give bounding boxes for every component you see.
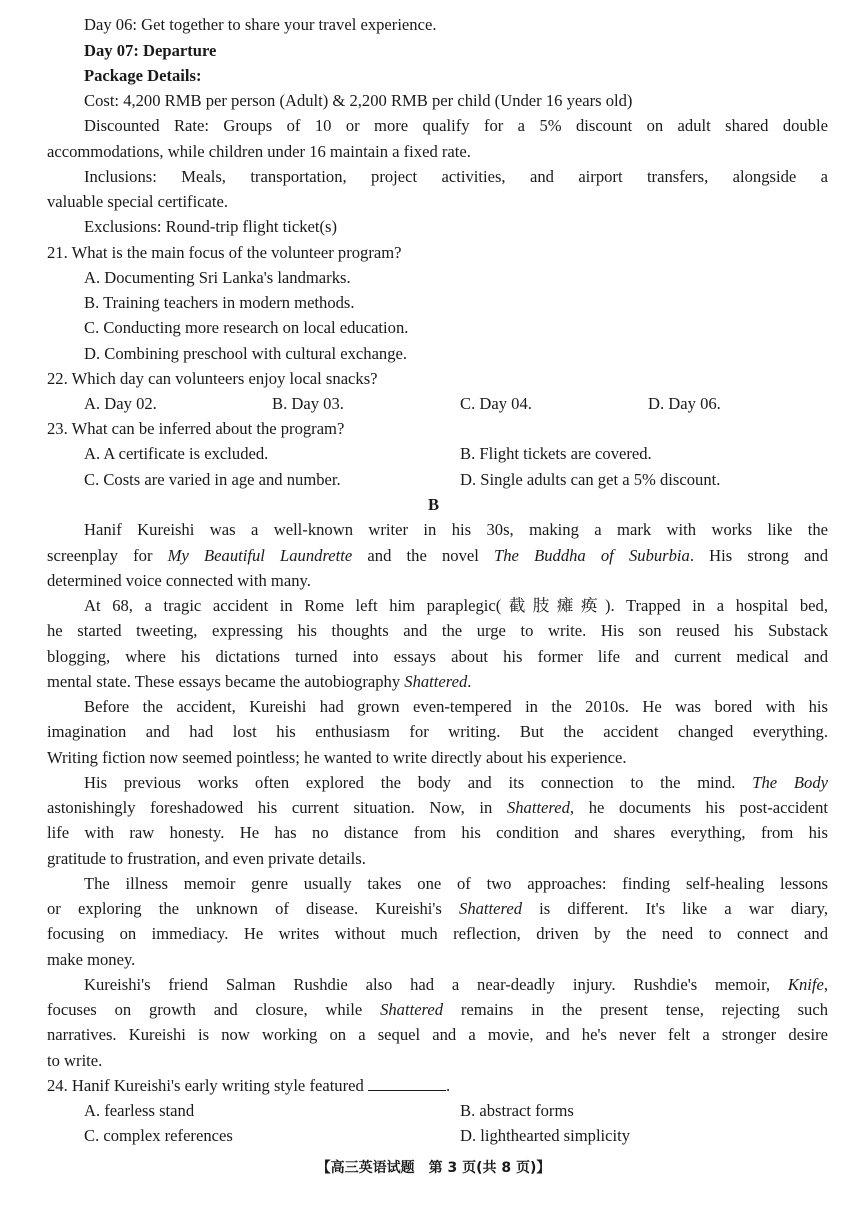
package-discount-line-1: Discounted Rate: Groups of 10 or more qualify for a 5% discount on adult shared double: [84, 116, 828, 135]
question-22-option-a: A. Day 02.: [84, 394, 157, 413]
answer-blank: [368, 1076, 446, 1091]
passage-p4-line-3: life with raw honesty. He has no distance from his condition and shares everything, from his: [47, 823, 828, 842]
question-21-option-c: C. Conducting more research on local education.: [84, 318, 409, 337]
question-23-option-c: C. Costs are varied in age and number.: [84, 470, 341, 489]
passage-p1-line-1: Hanif Kureishi was a well-known writer in his 30s, making a mark with works like the: [84, 520, 828, 539]
passage-p5-line-3: focusing on immediacy. He writes without much reflection, driven by the need to connect and: [47, 924, 828, 943]
question-24-option-c: C. complex references: [84, 1126, 233, 1145]
question-23-option-a: A. A certificate is excluded.: [84, 444, 269, 463]
passage-p6-line-2: focuses on growth and closure, while Shattered remains in the present tense, rejecting such: [47, 1000, 829, 1019]
question-22-option-b: B. Day 03.: [272, 394, 344, 413]
passage-p3-line-1: Before the accident, Kureishi had grown even-tempered in the 2010s. He was bored with his: [84, 697, 828, 716]
title-the-body: The Body: [752, 773, 828, 792]
passage-p4-line-4: gratitude to frustration, and even private details.: [47, 849, 366, 868]
passage-p6-line-1: Kureishi's friend Salman Rushdie also had a near-deadly injury. Rushdie's memoir, Knife,: [84, 975, 828, 994]
page-footer: 【高三英语试题 第 3 页(共 8 页)】: [316, 1160, 551, 1176]
question-24-option-d: D. lighthearted simplicity: [460, 1126, 631, 1145]
title-buddha-of-suburbia: The Buddha of Suburbia: [494, 546, 690, 565]
section-b-heading: B: [427, 495, 440, 514]
question-24-option-a: A. fearless stand: [84, 1101, 195, 1120]
question-21-option-a: A. Documenting Sri Lanka's landmarks.: [84, 268, 351, 287]
passage-p3-line-2: imagination and had lost his enthusiasm for writing. But the accident changed everything.: [47, 722, 828, 741]
passage-p5-line-4: make money.: [47, 950, 136, 969]
question-23-option-b: B. Flight tickets are covered.: [460, 444, 652, 463]
package-discount-line-2: accommodations, while children under 16 maintain a fixed rate.: [47, 142, 471, 161]
package-inclusions-line-1: Inclusions: Meals, transportation, project activities, and airport transfers, alongside a: [84, 167, 828, 186]
title-shattered: Shattered: [459, 899, 523, 918]
question-24-option-b: B. abstract forms: [460, 1101, 574, 1120]
passage-p2-line-1: At 68, a tragic accident in Rome left him paraplegic(截肢瘫痪). Trapped in a hospital bed,: [84, 596, 828, 615]
question-21-stem: 21. What is the main focus of the volunteer program?: [47, 243, 402, 262]
package-cost: Cost: 4,200 RMB per person (Adult) & 2,200 RMB per child (Under 16 years old): [84, 91, 633, 110]
question-23-option-d: D. Single adults can get a 5% discount.: [460, 470, 721, 489]
question-21-option-d: D. Combining preschool with cultural exchange.: [84, 344, 408, 363]
title-knife: Knife: [787, 975, 824, 994]
passage-p6-line-4: to write.: [47, 1051, 103, 1070]
passage-p2-line-2: he started tweeting, expressing his thoughts and the urge to write. His son reused his Substack: [47, 621, 828, 640]
package-inclusions-line-2: valuable special certificate.: [47, 192, 229, 211]
title-shattered: Shattered: [506, 798, 570, 817]
itinerary-day-06: Day 06: Get together to share your travel experience.: [84, 15, 437, 34]
passage-p5-line-2: or exploring the unknown of disease. Kureishi's Shattered is different. It's like a war diary,: [47, 899, 829, 918]
passage-p6-line-3: narratives. Kureishi is now working on a sequel and a movie, and he's never felt a stronger desire: [47, 1025, 828, 1044]
question-22-option-c: C. Day 04.: [460, 394, 532, 413]
passage-p1-line-2: screenplay for My Beautiful Laundrette and the novel The Buddha of Suburbia. His strong and: [47, 546, 828, 565]
passage-p5-line-1: The illness memoir genre usually takes one of two approaches: finding self-healing lessons: [84, 874, 828, 893]
title-shattered: Shattered: [404, 672, 468, 691]
package-exclusions: Exclusions: Round-trip flight ticket(s): [84, 217, 338, 236]
title-shattered: Shattered: [380, 1000, 444, 1019]
question-24-stem: 24. Hanif Kureishi's early writing style featured .: [47, 1076, 451, 1095]
passage-p4-line-2: astonishingly foreshadowed his current situation. Now, in Shattered, he documents his post-accident: [47, 798, 829, 817]
question-22-option-d: D. Day 06.: [648, 394, 721, 413]
itinerary-day-07: Day 07: Departure: [84, 41, 217, 60]
passage-p2-line-3: blogging, where his dictations turned into essays about his former life and current medical and: [47, 647, 828, 666]
question-21-option-b: B. Training teachers in modern methods.: [84, 293, 355, 312]
question-23-stem: 23. What can be inferred about the program?: [47, 419, 345, 438]
passage-p1-line-3: determined voice connected with many.: [47, 571, 311, 590]
title-my-beautiful-laundrette: My Beautiful Laundrette: [167, 546, 353, 565]
passage-p3-line-3: Writing fiction now seemed pointless; he wanted to write directly about his experience.: [47, 748, 627, 767]
passage-p2-line-4: mental state. These essays became the autobiography Shattered.: [47, 672, 472, 691]
package-heading: Package Details:: [84, 66, 202, 85]
passage-p4-line-1: His previous works often explored the body and its connection to the mind. The Body: [84, 773, 828, 792]
question-22-stem: 22. Which day can volunteers enjoy local snacks?: [47, 369, 378, 388]
